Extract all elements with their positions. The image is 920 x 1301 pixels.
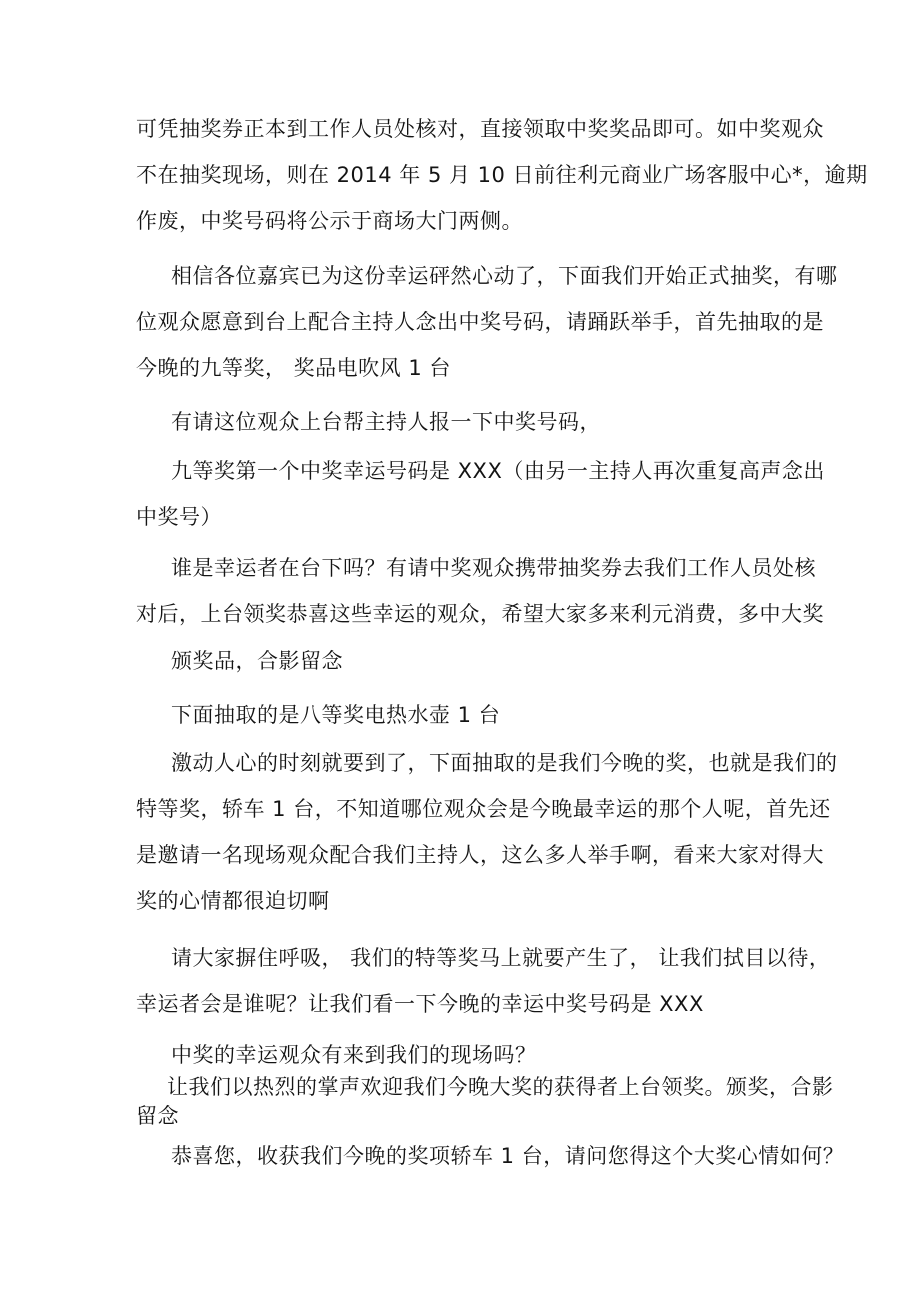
- paragraph-1: [136, 106, 868, 244]
- text-line: 谁是幸运者在台下吗？有请中奖观众携带抽奖券去我们工作人员处核: [171, 556, 816, 580]
- text-line: 下面抽取的是八等奖电热水壶 1 台: [171, 703, 501, 727]
- text-line: 奖的心情都很迫切啊: [136, 889, 330, 913]
- text-line: 特等奖，轿车 1 台，不知道哪位观众会是今晚最幸运的那个人呢，首先还: [136, 797, 831, 821]
- text-line: 相信各位嘉宾已为这份幸运砰然心动了，下面我们开始正式抽奖，有哪: [171, 264, 838, 288]
- paragraph-12: [171, 1133, 844, 1179]
- text-line: 九等奖第一个中奖幸运号码是 XXX（由另一主持人再次重复高声念出: [171, 459, 825, 483]
- paragraph-7: [171, 692, 500, 738]
- paragraph-3: [171, 399, 601, 445]
- paragraph-2: [136, 253, 838, 391]
- text-line: 不在抽奖现场，则在 2014 年 5 月 10 日前往利元商业广场客服中心*，逾期: [136, 163, 868, 187]
- paragraph-9: [136, 935, 830, 1027]
- paragraph-10: [171, 1041, 537, 1070]
- text-line: 是邀请一名现场观众配合我们主持人，这么多人举手啊，看来大家对得大: [136, 843, 824, 867]
- text-line: 对后，上台领奖恭喜这些幸运的观众，希望大家多来利元消费，多中大奖: [136, 602, 824, 626]
- text-line: 激动人心的时刻就要到了，下面抽取的是我们今晚的奖，也就是我们的: [171, 751, 838, 775]
- paragraph-6: [171, 638, 343, 684]
- text-line: 有请这位观众上台帮主持人报一下中奖号码，: [171, 410, 601, 434]
- text-line: 中奖的幸运观众有来到我们的现场吗？: [171, 1043, 537, 1067]
- text-line: 留念: [136, 1104, 179, 1128]
- text-line: 颁奖品，合影留念: [171, 649, 343, 673]
- paragraph-11: [136, 1073, 834, 1131]
- text-line: 位观众愿意到台上配合主持人念出中奖号码，请踊跃举手，首先抽取的是: [136, 310, 824, 334]
- text-line: 可凭抽奖券正本到工作人员处核对，直接领取中奖奖品即可。如中奖观众: [136, 117, 824, 141]
- paragraph-8: [136, 740, 838, 924]
- text-line: 请大家摒住呼吸， 我们的特等奖马上就要产生了， 让我们拭目以待，: [171, 946, 831, 970]
- text-line: 幸运者会是谁呢？让我们看一下今晚的幸运中奖号码是 XXX: [136, 992, 704, 1016]
- text-line: 今晚的九等奖， 奖品电吹风 1 台: [136, 356, 451, 380]
- text-line: 让我们以热烈的掌声欢迎我们今晚大奖的获得者上台领奖。颁奖，合影: [167, 1075, 834, 1099]
- paragraph-4: [136, 448, 825, 540]
- text-line: 恭喜您，收获我们今晚的奖项轿车 1 台，请问您得这个大奖心情如何？: [171, 1144, 845, 1168]
- text-line: 中奖号）: [136, 505, 222, 529]
- text-line: 作废，中奖号码将公示于商场大门两侧。: [136, 209, 523, 233]
- paragraph-5: [136, 545, 824, 637]
